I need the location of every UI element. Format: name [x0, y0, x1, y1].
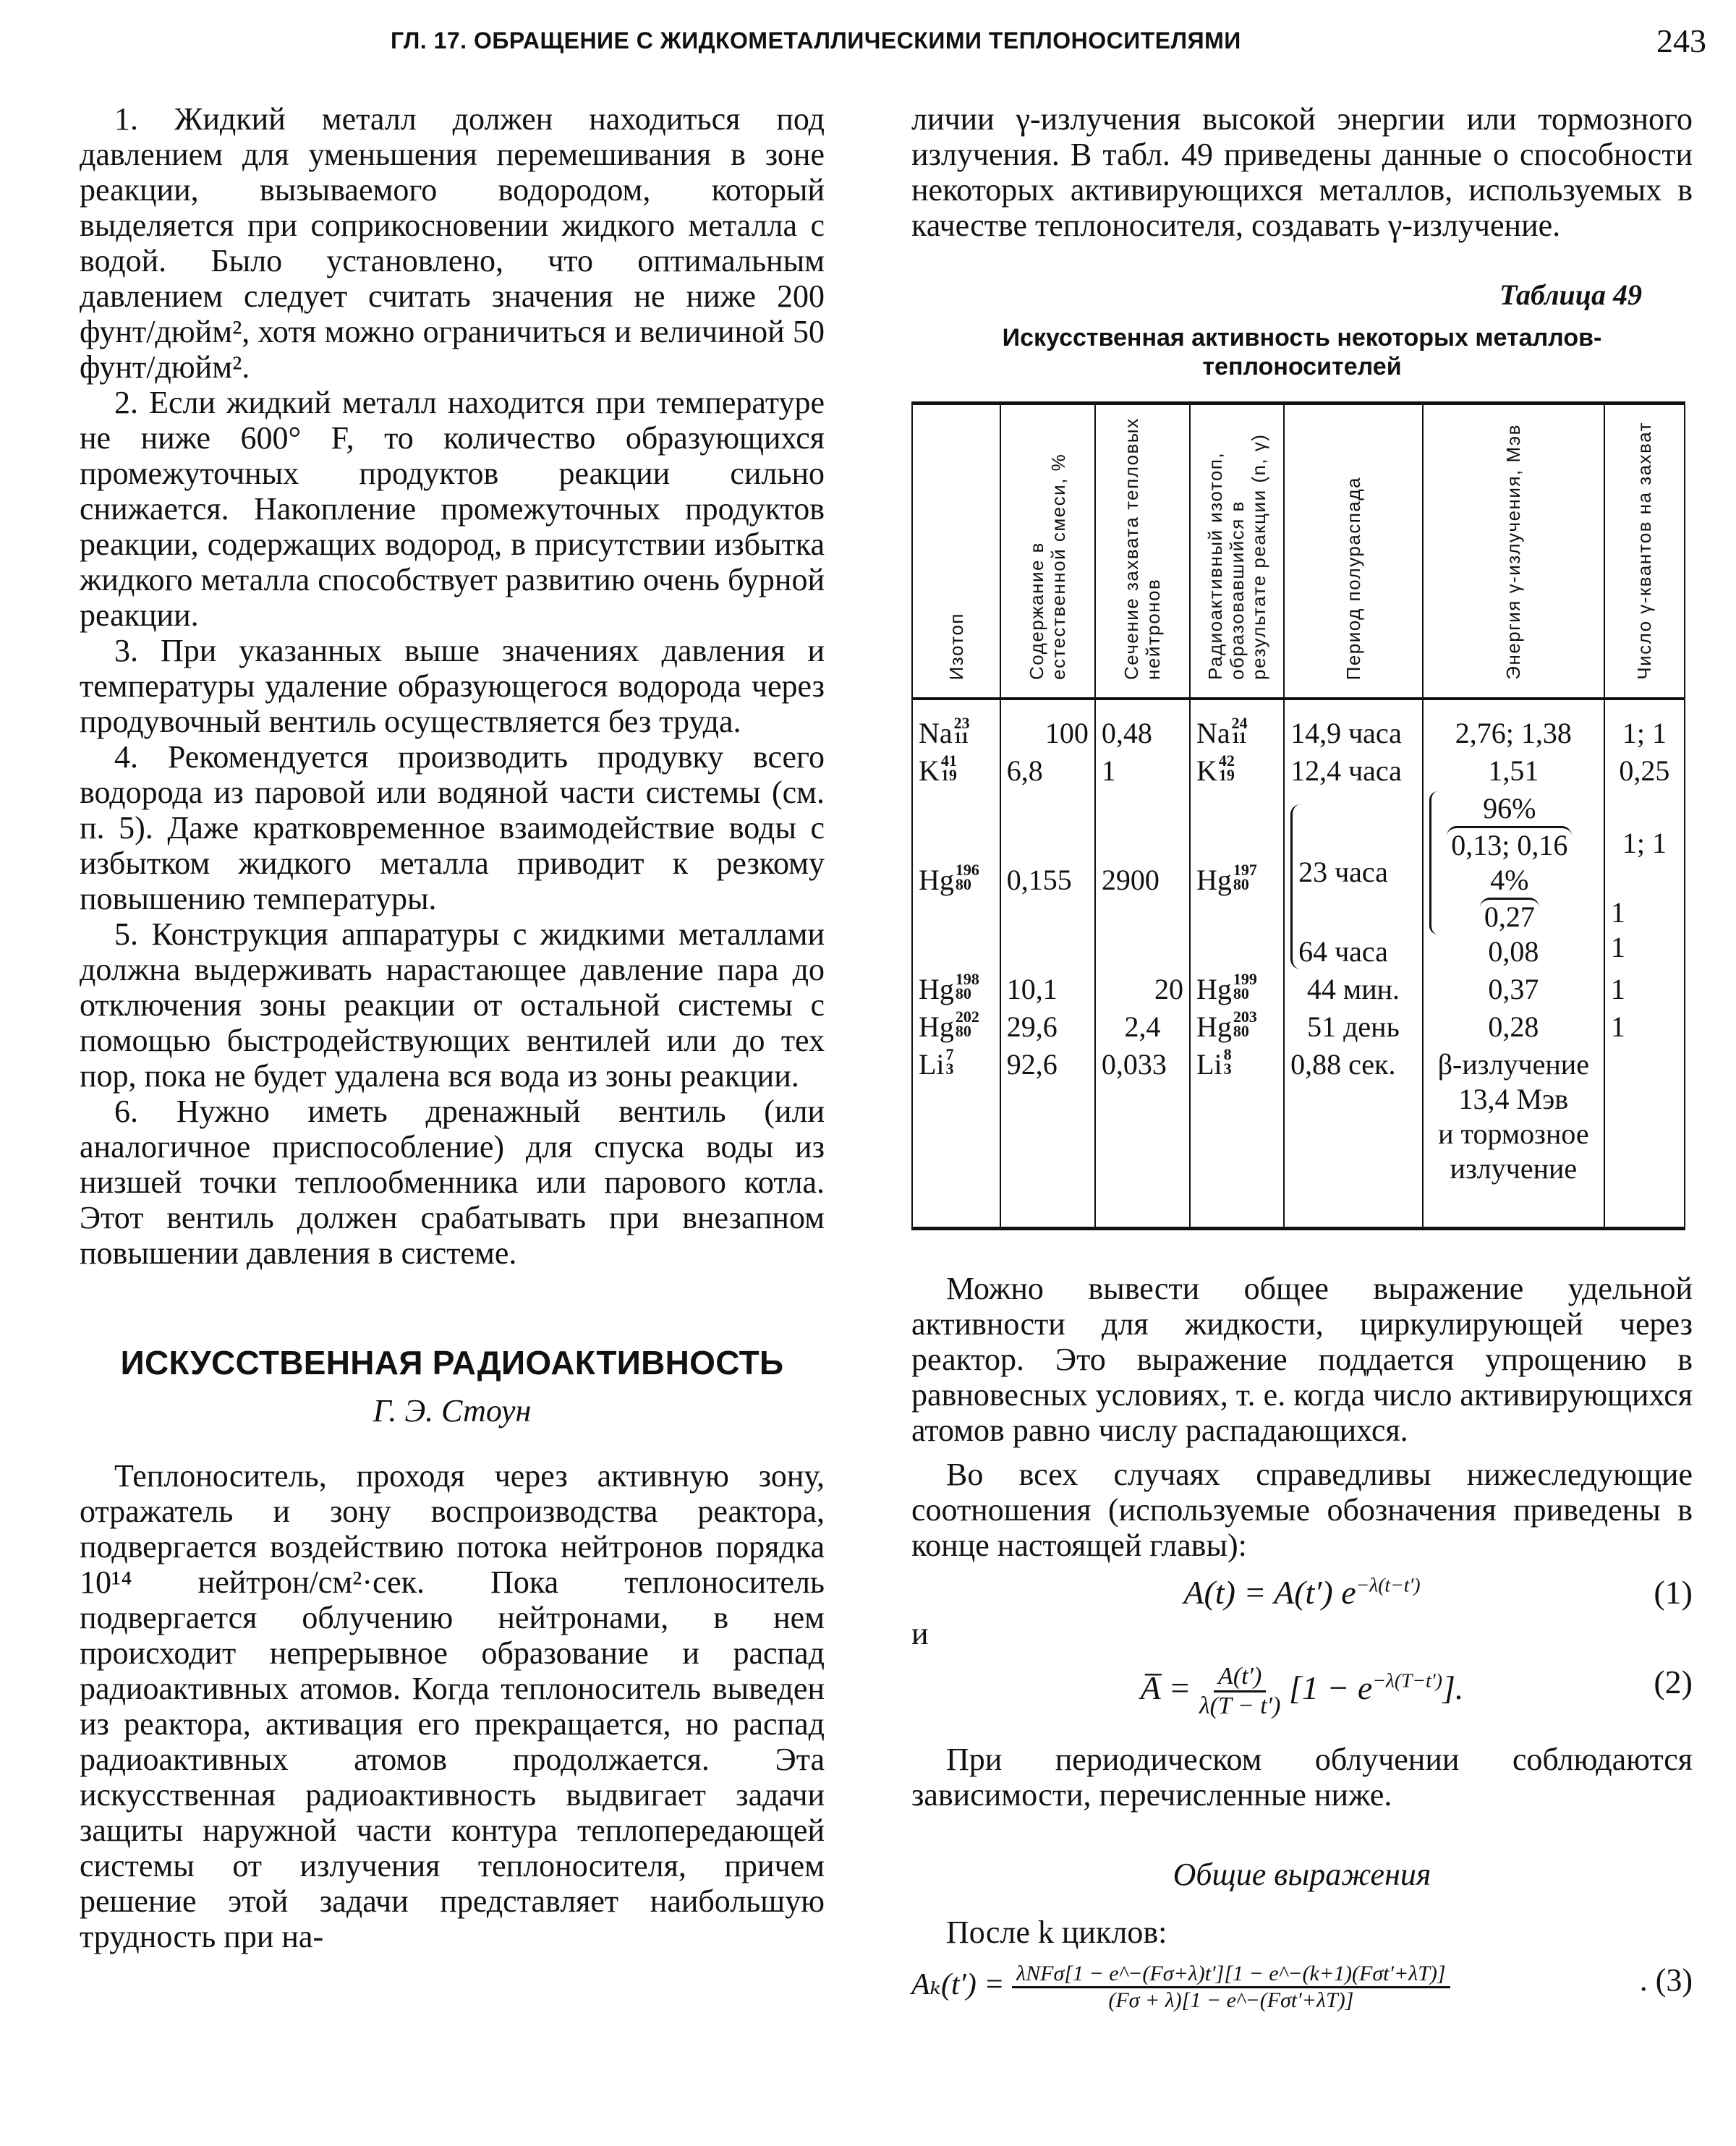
col-header-cross-section: Сечение захвата тепловых нейтронов — [1095, 404, 1190, 699]
table-row: Na 23 11 100 0,48 Na 24 11 14,9 часа 2,76; 1,38 1; 1 — [912, 699, 1685, 752]
subheading: Общие выражения — [1173, 1857, 1431, 1892]
equation-number: (1) — [1654, 1574, 1693, 1611]
intro-paragraph: Теплоноситель, проходя через активную зону, отражатель и зону воспроизводства реактора, подвергается воздействию потока нейтронов порядка 10¹⁴ нейтрон/см²·сек. Пока теплоноситель подвергается облучению нейтронами, в нем происходит непрерывное образование и распад радиоактивных атомов. Когда теплоноситель выведен из реактора, активация его прекращается, но распад радиоактивных атомов продолжается. Эта искусственная радиоактивность выдвигает задачи защиты наружной части контура теплопередающей системы от излучения теплоносителя, причем решение этой задачи представляет наибольшую трудность при на- — [80, 1458, 825, 1954]
equation-2: A̅ = $\frac{A(t')}{\lambda(T - t')}$ $[1 - e^{-\lambda(T-t')}]$. (2) — [1140, 1663, 1693, 1719]
para-periodic: При периодическом облучении соблюдаются зависимости, перечисленные ниже. — [911, 1742, 1693, 1813]
data-table — [911, 401, 1685, 1230]
author: Г. Э. Стоун — [373, 1393, 532, 1428]
equation-3: Aₖ(t′) = $\frac{\text{λNFσ[1 − e\textasciicircum{}−(Fσ+λ)t′][1 − e\textasciicircum{}−(k+1)(Fσt′+λT)]}}{\text{(Fσ + λ)[1 − e\textasciicircum{}−(Fσt′+λT)]}}$ . (3) — [911, 1962, 1693, 2012]
conjunction: и — [911, 1616, 929, 1651]
equation-number: . (3) — [1639, 1962, 1693, 1998]
chapter-title: ГЛ. 17. ОБРАЩЕНИЕ С ЖИДКОМЕТАЛЛИЧЕСКИМИ ТЕПЛОНОСИТЕЛЯМИ — [391, 27, 1241, 54]
equation-1: A(t) = A(t′) $e^{-\lambda(t-t')}$ (1) — [1183, 1573, 1693, 1611]
col-header-half-life: Период полураспада — [1284, 404, 1423, 699]
para-relations: Во всех случаях справедливы нижеследующие соотношения (используемые обозначения приведены в конце настоящей главы): — [911, 1457, 1693, 1563]
table-header-row — [912, 404, 1685, 699]
after-k-cycles: После k циклов: — [946, 1915, 1167, 1950]
list-item-3: 3. При указанных выше значениях давления и температуры удаление образующегося водорода через продувочный вентиль осуществляется без труда. — [80, 633, 825, 739]
table-caption: Искусственная активность некоторых металлов-теплоносителей — [1002, 324, 1602, 380]
table-row: Hg 202 80 29,6 2,4 Hg 203 80 51 день 0,28 1 — [912, 1008, 1685, 1046]
running-head — [0, 22, 1736, 65]
col-header-product: Радиоактивный изотоп, образовавшийся в результате реакции (n, γ) — [1190, 404, 1284, 699]
table-label: Таблица 49 — [1499, 278, 1642, 311]
equation-number: (2) — [1654, 1664, 1693, 1700]
left-column — [80, 101, 825, 1954]
list-item-5: 5. Конструкция аппаратуры с жидкими металлами должна выдерживать нарастающее давление пара до отключения зоны реакции от остальной системы с помощью быстродействующих вентилей или до тех пор, пока не будет удалена вся вода из зоны реакции. — [80, 916, 825, 1094]
table-row: K 41 19 6,8 1 K 42 19 12,4 часа 1,51 0,25 — [912, 752, 1685, 790]
col-header-abundance: Содержание в естественной смеси, % — [1000, 404, 1095, 699]
right-column — [911, 101, 1693, 2017]
col-header-energy: Энергия γ-излучения, Мэв — [1423, 404, 1604, 699]
col-header-isotope: Изотоп — [912, 404, 1000, 699]
half-life-b: 64 часа — [1298, 935, 1388, 968]
list-item-6: 6. Нужно иметь дренажный вентиль (или аналогичное приспособление) для спуска воды из низшей точки теплообменника или парового котла. Этот вентиль должен срабатывать при внезапном повышении давления в системе. — [80, 1094, 825, 1271]
page-number: 243 — [1656, 22, 1706, 59]
half-life-a: 23 часа — [1298, 856, 1388, 888]
table-row: Hg 196 80 0,155 2900 Hg 197 80 23 часа 64 часа 96% 0,13; 0,16 4% 0,27 0,08 1; 1 1 1 — [912, 790, 1685, 971]
para-after-table: Можно вывести общее выражение удельной активности для жидкости, циркулирующей через реактор. Это выражение поддается упрощению в равновесных условиях, т. е. когда число активирующихся атомов равно числу распадающихся. — [911, 1271, 1693, 1448]
col-header-quanta: Число γ-квантов на захват — [1604, 404, 1685, 699]
table-row: Li 7 3 92,6 0,033 Li 8 3 0,88 сек. β-излучение 13,4 Мэв и тормозное излучение — [912, 1046, 1685, 1229]
top-paragraph: личии γ-излучения высокой энергии или тормозного излучения. В табл. 49 приведены данные о способности некоторых активирующихся металлов, используемых в качестве теплоносителя, создавать γ-излучение. — [911, 101, 1693, 243]
section-heading: ИСКУССТВЕННАЯ РАДИОАКТИВНОСТЬ — [120, 1344, 784, 1381]
list-item-2: 2. Если жидкий металл находится при температуре не ниже 600° F, то количество образующихся промежуточных продуктов реакции сильно снижается. Накопление промежуточных продуктов реакции, содержащих водород, в присутствии избытка жидкого металла способствует развитию очень бурной реакции. — [80, 385, 825, 633]
list-item-1: 1. Жидкий металл должен находиться под давлением для уменьшения перемешивания в зоне реакции, вызываемого водородом, который выделяется при соприкосновении жидкого металла с водой. Было установлено, что оптимальным давлением следует считать значения не ниже 200 фунт/дюйм², хотя можно ограничиться и величиной 50 фунт/дюйм². — [80, 101, 825, 385]
list-item-4: 4. Рекомендуется производить продувку всего водорода из паровой или водяной части системы (см. п. 5). Даже кратковременное взаимодействие воды с избытком жидкого металла приводит к резкому повышению температуры. — [80, 739, 825, 916]
table-row: Hg 198 80 10,1 20 Hg 199 80 44 мин. 0,37 1 — [912, 971, 1685, 1008]
